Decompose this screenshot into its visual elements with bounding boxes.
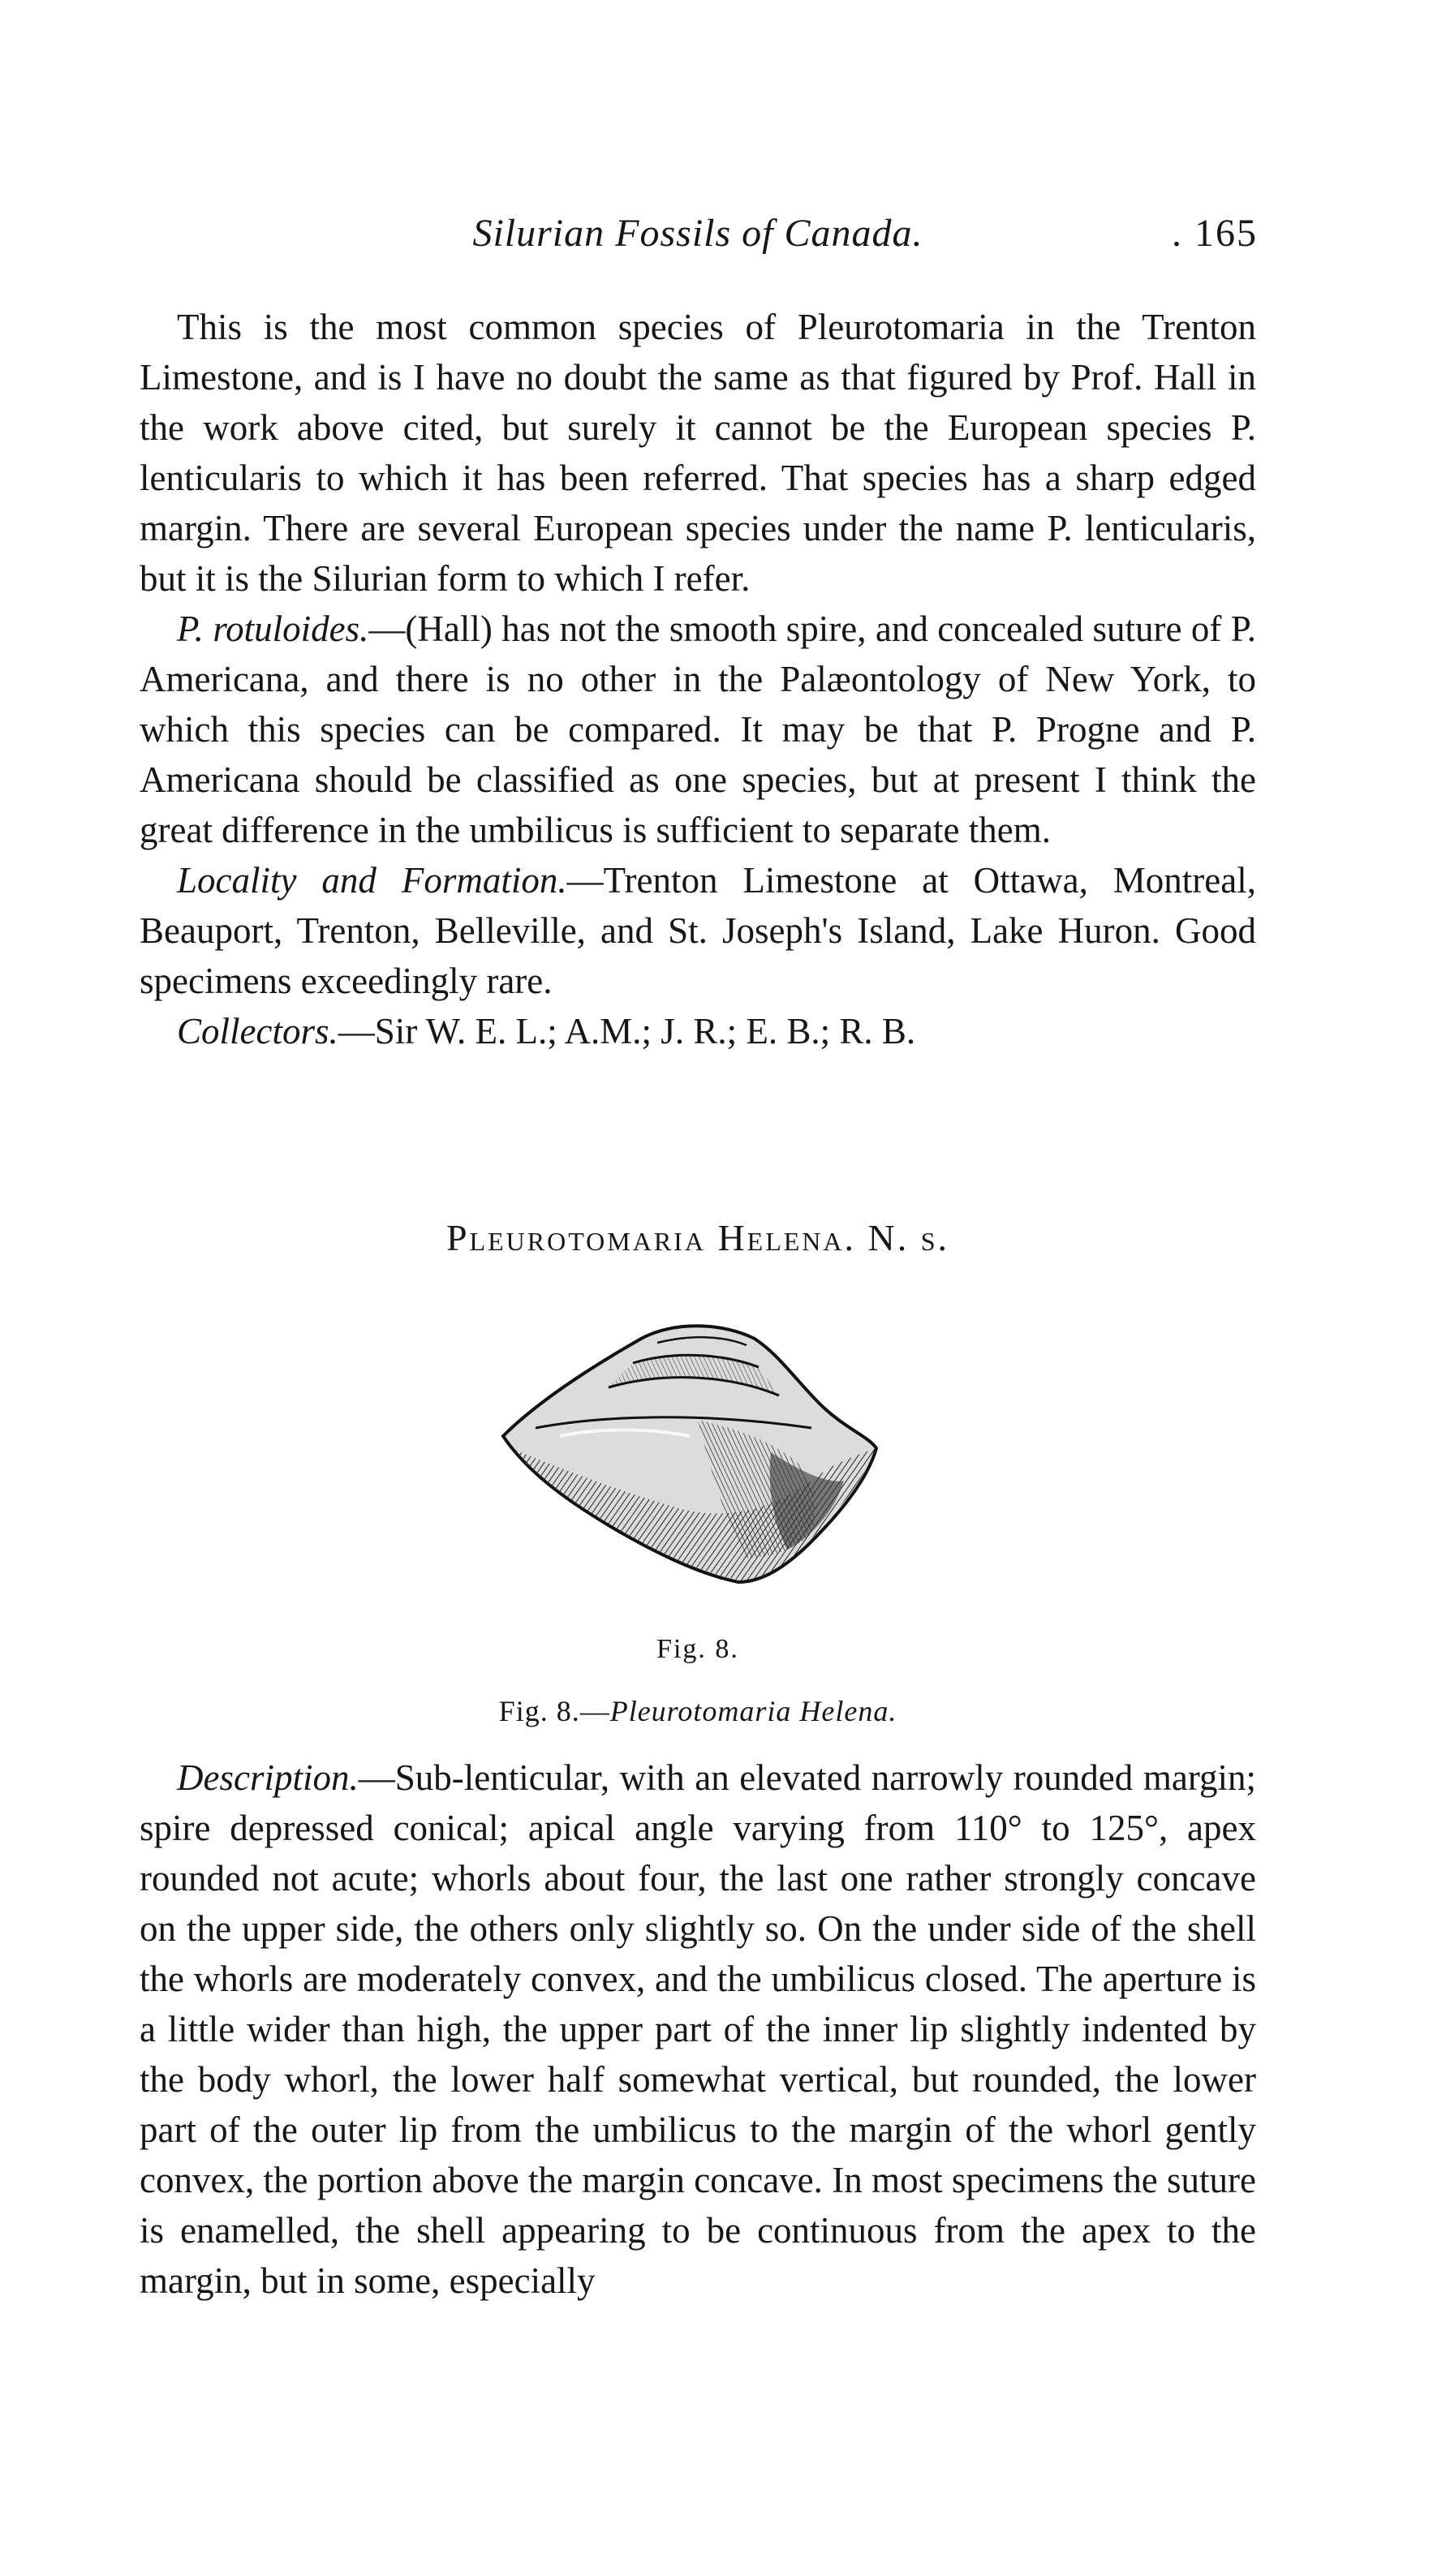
paragraph-description <box>140 1752 1256 2306</box>
figure-caption-name: Pleurotomaria Helena. <box>609 1695 897 1727</box>
upper-text-block <box>140 302 1256 1056</box>
paragraph-pleurotomaria-comparison: This is the most common species of Pleurotomaria in the Trenton Limestone, and is I have no doubt the same as that figured by Prof. Hall in the work above cited, but surely it cannot be the European species P. lenticularis to which it has been referred. That species has a sharp edged margin. There are several European species under the name P. lenticularis, but it is the Silurian form to which I refer. <box>140 307 1256 599</box>
fossil-shell-illustration <box>487 1306 893 1598</box>
paragraph-locality <box>140 855 1256 1006</box>
rotuloides-label: P. rotuloides. <box>177 609 369 649</box>
paragraph-collectors <box>140 1006 1256 1056</box>
running-title: Silurian Fossils of Canada. <box>472 212 923 255</box>
page-number: . 165 <box>1172 212 1258 255</box>
rotuloides-text: —(Hall) has not the smooth spire, and concealed suture of P. Americana, and there is no other in the Palæontology of New York, to which this species can be compared. It may be that P. Progne and P. Americana should be classified as one species, but at present I think the great difference in the umbilicus is sufficient to separate them. <box>140 609 1256 850</box>
locality-text: —Trenton Limestone at Ottawa, Montreal, Beauport, Trenton, Belleville, and St. Joseph's Island, Lake Huron. Good specimens exceedingly rare. <box>140 860 1256 1001</box>
collectors-label: Collectors. <box>177 1011 338 1051</box>
fossil-figure <box>487 1306 893 1598</box>
locality-label: Locality and Formation. <box>177 860 567 901</box>
lower-text-block <box>140 1752 1256 2306</box>
description-text: —Sub-lenticular, with an elevated narrowly rounded margin; spire depressed conical; apical angle varying from 110° to 125°, apex rounded not acute; whorls about four, the last one rather strongly concave on the upper side, the others only slightly so. On the under side of the shell the whorls are moderately convex, and the umbilicus closed. The aperture is a little wider than high, the upper part of the inner lip slightly indented by the body whorl, the lower half somewhat vertical, but rounded, the lower part of the outer lip from the umbilicus to the margin of the whorl gently convex, the portion above the margin concave. In most specimens the suture is enamelled, the shell appearing to be continuous from the apex to the margin, but in some, especially <box>140 1757 1256 2301</box>
collectors-text: —Sir W. E. L.; A.M.; J. R.; E. B.; R. B. <box>338 1011 916 1051</box>
figure-caption <box>140 1689 1256 1733</box>
figure-caption-prefix: Fig. 8.— <box>498 1695 610 1727</box>
paragraph-rotuloides <box>140 604 1256 855</box>
running-head <box>138 208 1258 260</box>
figure-label: Fig. 8. <box>656 1634 739 1664</box>
species-heading: Pleurotomaria Helena. N. s. <box>445 1217 950 1258</box>
description-label: Description. <box>177 1757 359 1798</box>
